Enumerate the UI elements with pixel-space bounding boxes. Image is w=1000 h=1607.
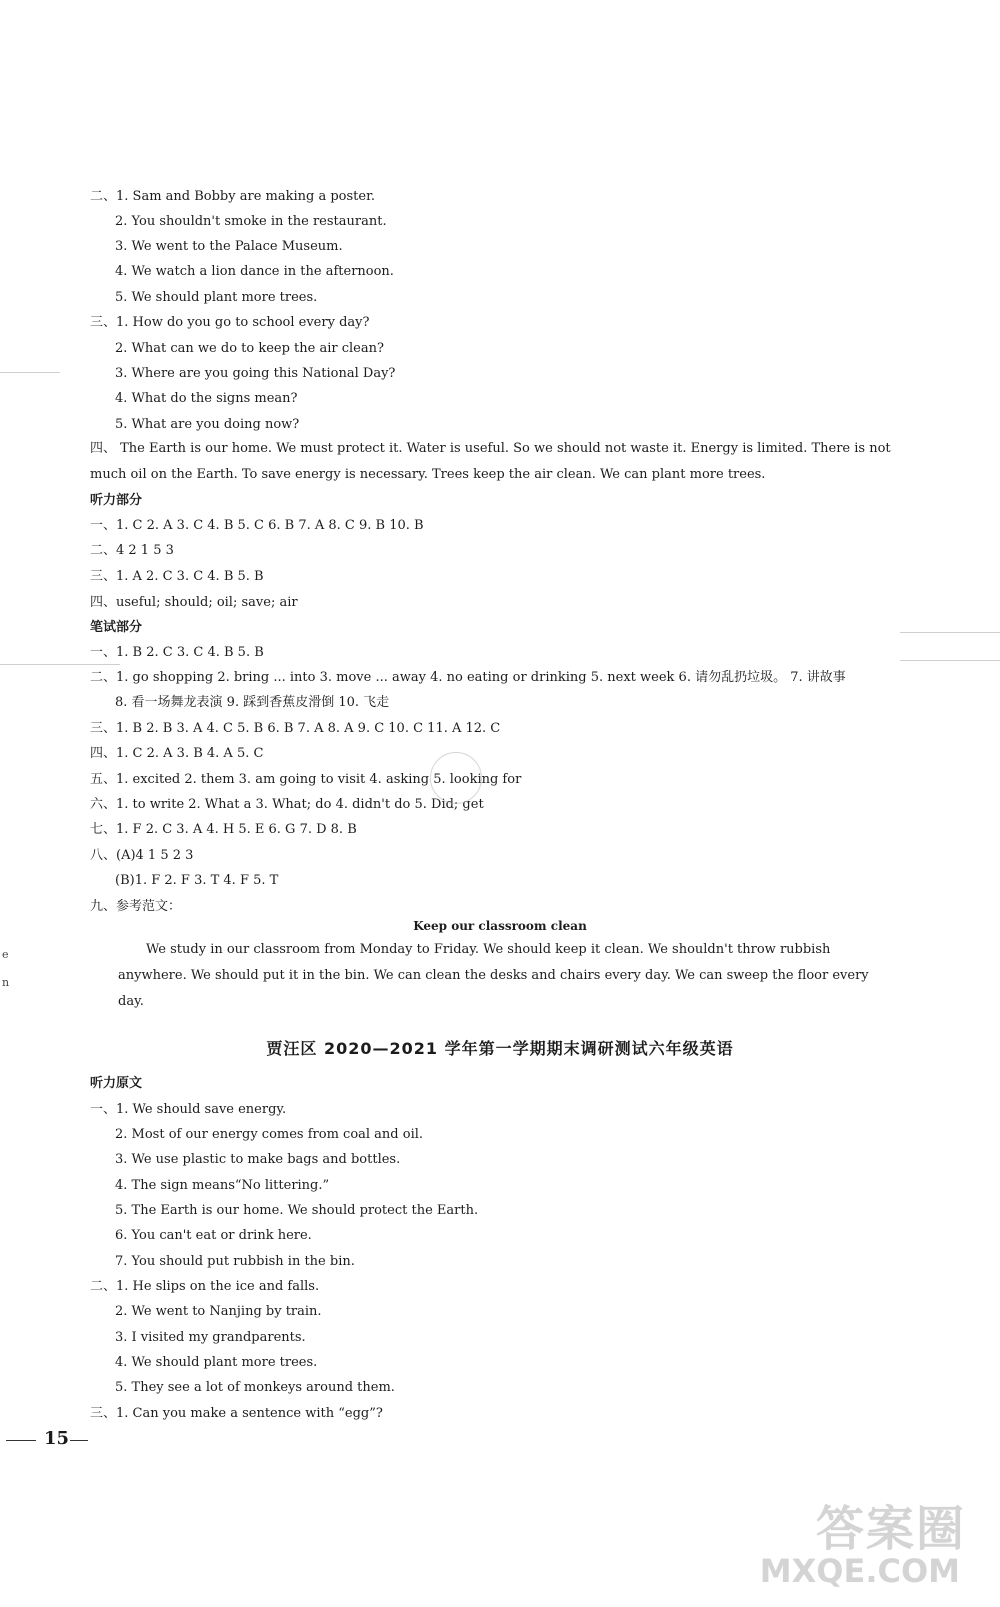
page-dash-right <box>70 1440 88 1441</box>
answer-line: 4. The sign means“No littering.” <box>115 1178 330 1193</box>
answer-line: 8. 看一场舞龙表演 9. 踩到香蕉皮滑倒 10. 飞走 <box>115 695 390 710</box>
answer-line: 五、1. excited 2. them 3. am going to visit 4. asking 5. looking for <box>90 772 522 787</box>
answer-line: 4. We watch a lion dance in the afternoon. <box>115 264 394 279</box>
answer-line: 4. We should plant more trees. <box>115 1355 318 1370</box>
answer-line: 3. We use plastic to make bags and bottles. <box>115 1152 401 1167</box>
answer-line: 5. What are you doing now? <box>115 417 300 432</box>
answer-line: 听力原文 <box>90 1076 143 1091</box>
answer-line: 一、1. B 2. C 3. C 4. B 5. B <box>90 645 264 660</box>
answer-line: 4. What do the signs mean? <box>115 391 298 406</box>
answer-line: 三、1. A 2. C 3. C 4. B 5. B <box>90 569 264 584</box>
answer-line: 笔试部分 <box>90 620 143 635</box>
answer-line: 二、1. go shopping 2. bring ... into 3. move ... away 4. no eating or drinking 5. next week 6. 请勿乱扔垃圾。 7. 讲故事 <box>90 670 846 685</box>
answer-line: 四、1. C 2. A 3. B 4. A 5. C <box>90 746 264 761</box>
answer-line: 5. The Earth is our home. We should protect the Earth. <box>115 1203 479 1218</box>
answer-line: 八、(A)4 1 5 2 3 <box>90 848 194 863</box>
stamp-mark <box>430 752 482 804</box>
answer-line: 3. I visited my grandparents. <box>115 1330 306 1345</box>
essay-body: We study in our classroom from Monday to Friday. We should keep it clean. We shouldn't throw rubbish anywhere. We should put it in the bin. We can clean the desks and chairs every day. We can sweep the floor every day. <box>118 942 869 1009</box>
answer-line: 七、1. F 2. C 3. A 4. H 5. E 6. G 7. D 8. B <box>90 822 357 837</box>
watermark-url: MXQE.COM <box>759 1552 960 1590</box>
answer-line: 二、1. He slips on the ice and falls. <box>90 1279 320 1294</box>
answer-line: 四、 The Earth is our home. We must protect it. Water is useful. So we should not waste it. Energy is limited. There is not <box>90 441 891 456</box>
page-number: 15 <box>44 1428 70 1449</box>
answer-line: 一、1. C 2. A 3. C 4. B 5. C 6. B 7. A 8. C 9. B 10. B <box>90 518 424 533</box>
answer-line: 2. What can we do to keep the air clean? <box>115 341 384 356</box>
scan-rule <box>0 372 60 373</box>
answer-line: 2. You shouldn't smoke in the restaurant. <box>115 214 387 229</box>
answer-line: 3. Where are you going this National Day? <box>115 366 396 381</box>
scan-rule <box>900 632 1000 633</box>
answer-line: 7. You should put rubbish in the bin. <box>115 1254 355 1269</box>
answer-line: 九、参考范文： <box>90 899 182 914</box>
answer-line: 5. They see a lot of monkeys around them. <box>115 1380 395 1395</box>
margin-mark: e <box>2 948 9 961</box>
answer-line: 二、1. Sam and Bobby are making a poster. <box>90 189 375 204</box>
answer-line: 一、1. We should save energy. <box>90 1102 287 1117</box>
answer-line: 2. Most of our energy comes from coal and oil. <box>115 1127 424 1142</box>
essay-title: Keep our classroom clean <box>413 919 587 933</box>
answer-line: 6. You can't eat or drink here. <box>115 1228 312 1243</box>
answer-line: (B)1. F 2. F 3. T 4. F 5. T <box>115 873 279 888</box>
answer-line: 2. We went to Nanjing by train. <box>115 1304 322 1319</box>
answer-line: 三、1. B 2. B 3. A 4. C 5. B 6. B 7. A 8. A 9. C 10. C 11. A 12. C <box>90 721 501 736</box>
answer-line: 六、1. to write 2. What a 3. What; do 4. didn't do 5. Did; get <box>90 797 484 812</box>
page-dash-left <box>6 1440 36 1441</box>
answer-line: 三、1. Can you make a sentence with “egg”? <box>90 1406 383 1421</box>
scan-rule <box>900 660 1000 661</box>
answer-line: 三、1. How do you go to school every day? <box>90 315 370 330</box>
watermark-logo: 答案圈 <box>815 1501 966 1557</box>
scan-rule <box>0 664 120 665</box>
answer-line: 听力部分 <box>90 493 143 508</box>
answer-line: 四、useful; should; oil; save; air <box>90 595 298 610</box>
answer-line: much oil on the Earth. To save energy is necessary. Trees keep the air clean. We can plant more trees. <box>90 467 766 482</box>
answer-line: 二、4 2 1 5 3 <box>90 543 174 558</box>
section-title: 贾汪区 2020—2021 学年第一学期期末调研测试六年级英语 <box>266 1039 734 1058</box>
answer-line: 3. We went to the Palace Museum. <box>115 239 343 254</box>
answer-line: 5. We should plant more trees. <box>115 290 318 305</box>
margin-mark: n <box>2 976 10 989</box>
